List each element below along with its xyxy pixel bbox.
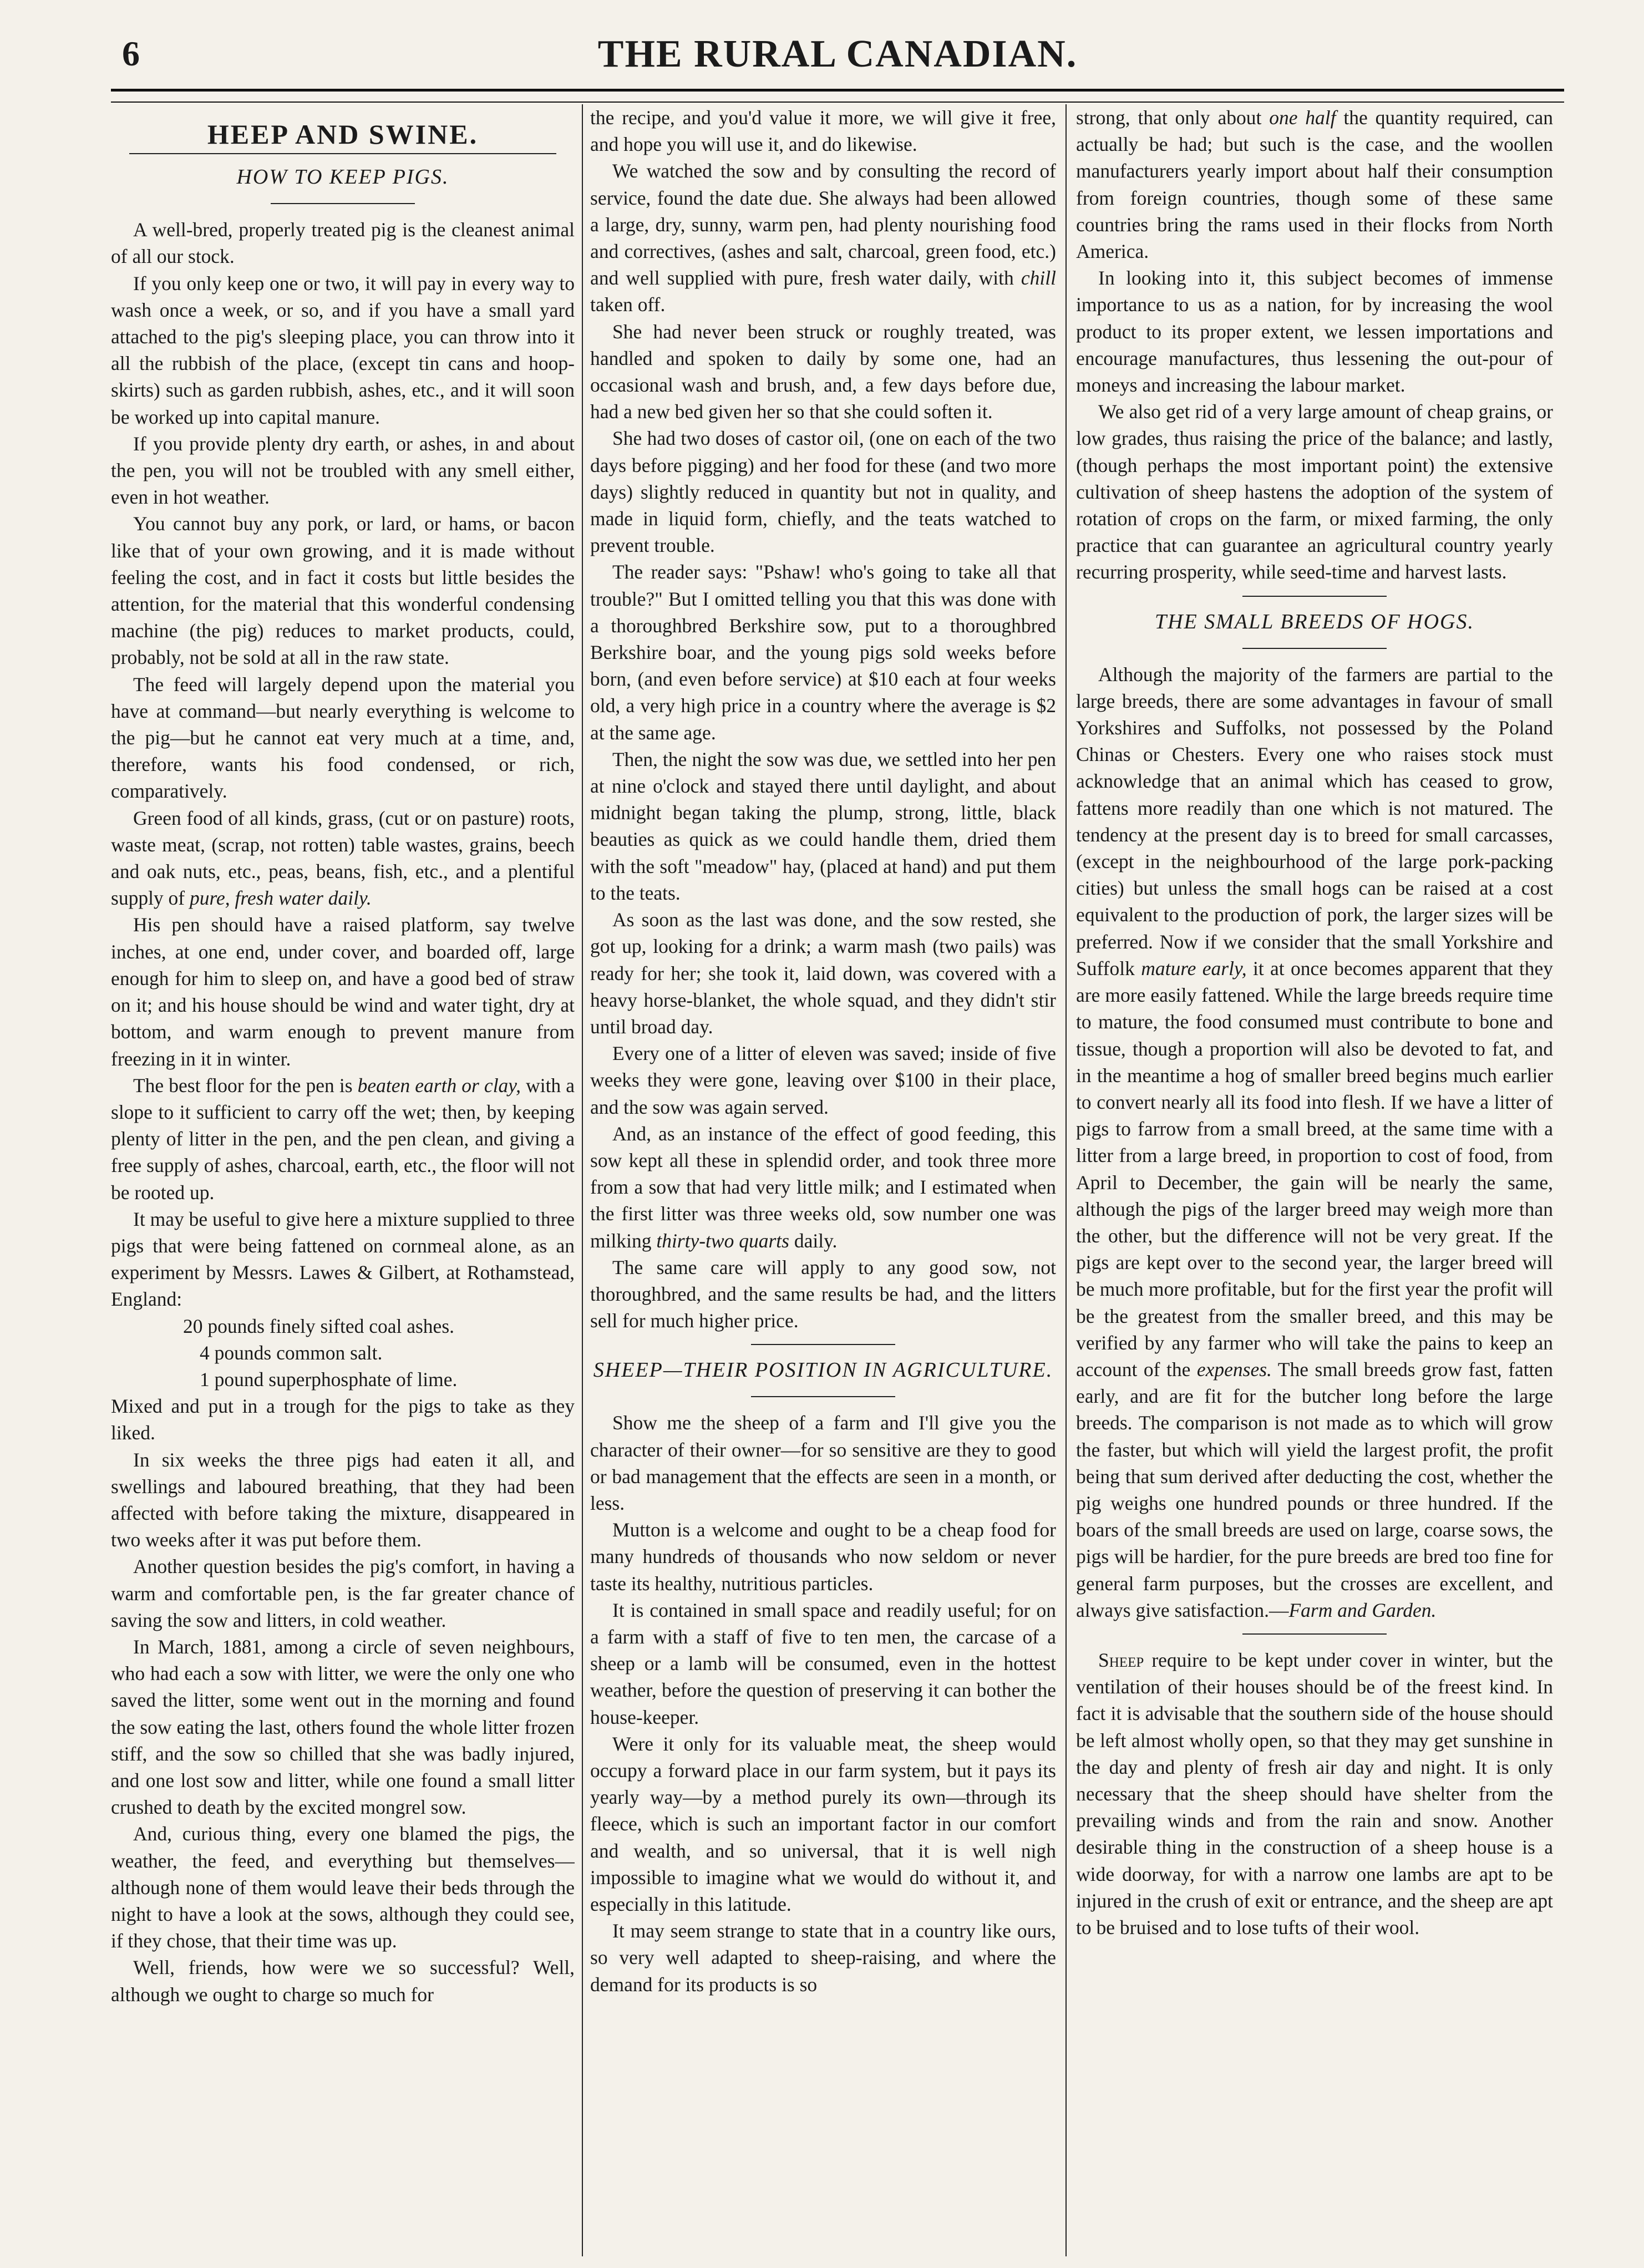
paragraph: Well, friends, how were we so successful? Well, although we ought to charge so much for xyxy=(111,1956,575,2006)
paragraph: Mixed and put in a trough for the pigs to take as they liked. xyxy=(111,1395,575,1444)
recipe-list xyxy=(111,1313,575,1393)
paragraph: If you only keep one or two, it will pay in every way to wash once a week, or so, and if you have a small yard attached to the pig's sleeping place, you can throw into it all the rubbish of the place, (except tin cans and hoop-skirts) such as garden rubbish, ashes, etc., and it will soon be worked up into capital manure. xyxy=(111,272,575,428)
paragraph xyxy=(1076,1647,1553,1941)
paragraph: Then, the night the sow was due, we settled into her pen at nine o'clock and stayed there until daylight, and about midnight began taking the plump, strong, little, black beauties as quick as we could handle them, dried them with the soft "meadow" hay, (placed at hand) and put them to the teats. xyxy=(590,748,1056,904)
text-run: with a slope to it sufficient to carry off the wet; then, by keeping plenty of litter in the pen, and the pen clean, and giving a free supply of ashes, charcoal, earth, etc., the floor will not be rooted up. xyxy=(111,1074,575,1204)
paragraph: You cannot buy any pork, or lard, or hams, or bacon like that of your own growing, and it is made without feeling the cost, and in fact it costs but little besides the attention, for the material that this wonderful condensing machine (the pig) reduces to market products, could, probably, not be sold at all in the raw state. xyxy=(111,513,575,669)
paragraph: Every one of a litter of eleven was saved; inside of five weeks they were gone, leaving over $100 in their place, and the sow was again served. xyxy=(590,1042,1056,1118)
short-rule xyxy=(271,203,415,204)
section-rule xyxy=(129,153,556,154)
paragraph: A well-bred, properly treated pig is the cleanest animal of all our stock. xyxy=(111,219,575,268)
lead-word: Sheep xyxy=(1098,1648,1144,1671)
emphasis: expenses. xyxy=(1196,1358,1272,1381)
paragraph: We also get rid of a very large amount of cheap grains, or low grades, thus raising the price of the balance; and lastly, (though perhaps the most important point) the extensive cultivation of sheep hastens the adoption of the system of rotation of crops on the farm, or mixed farming, the only practice that can guarantee an agricultural country yearly recurring prosperity, while seed-time and harvest lasts. xyxy=(1076,400,1553,584)
paragraph: The reader says: "Pshaw! who's going to take all that trouble?" But I omitted telling you that this was done with a thoroughbred Berkshire sow, put to a thoroughbred Berkshire boar, and the young pigs sold weeks before born, (and even before service) at $10 each at four weeks old, a very high price in a country where the average is $2 at the same age. xyxy=(590,561,1056,744)
paragraph: It may be useful to give here a mixture supplied to three pigs that were being fattened on cornmeal alone, as an experiment by Messrs. Lawes & Gilbert, at Rothamstead, England: xyxy=(111,1207,575,1311)
page-header xyxy=(111,22,1564,83)
paragraph: She had two doses of castor oil, (one on each of the two days before pigging) and her food for these (and two more days) slightly reduced in quantity but not in quality, and made in liquid form, chiefly, and the teats watched to prevent trouble. xyxy=(590,427,1056,557)
paragraph: In looking into it, this subject becomes of immense importance to us as a nation, for by increasing the wool product to its proper extent, we lessen importations and encourage manufactures, thus lessening the out-pour of moneys and increasing the labour market. xyxy=(1076,267,1553,397)
source-credit: Farm and Garden. xyxy=(1288,1599,1437,1621)
emphasis: mature early, xyxy=(1141,957,1247,980)
paragraph: It may seem strange to state that in a country like ours, so very well adapted to sheep-raising, and where the demand for its products is so xyxy=(590,1920,1056,1996)
column-3 xyxy=(1076,104,1553,2256)
emphasis: chill xyxy=(1021,267,1056,290)
text-run: the quantity required, can actually be had; but such is the case, and the woollen manufacturers yearly import about half their consumption from foreign countries, though some of these same countries bring the rams used in their flocks from North America. xyxy=(1076,106,1553,263)
paragraph xyxy=(1076,104,1553,265)
short-rule xyxy=(1242,596,1387,597)
text-run: Although the majority of the farmers are partial to the large breeds, there are some advantages in favour of small Yorkshires and Suffolks, not possessed by the Poland Chinas or Chesters. Every one who raises stock must acknowledge that an animal which has ceased to grow, fattens more readily than one which is not matured. The tendency at the present day is to breed for small carcasses, (except in the neighbourhood of the large pork-packing cities) but unless the small hogs can be raised at a cost equivalent to the production of pork, the larger sizes will be preferred. Now if we consider that the small Yorkshire and Suffolk xyxy=(1076,663,1553,980)
paragraph: Show me the sheep of a farm and I'll give you the character of their owner—for so sensitive are they to good or bad management that the effects are seen in a month, or less. xyxy=(590,1412,1056,1514)
paragraph: It is contained in small space and readily useful; for on a farm with a staff of five to ten men, the carcase of a sheep or a lamb will be consumed, even in the hottest weather, before the question of preserving it can bother the house-keeper. xyxy=(590,1599,1056,1728)
paragraph: Another question besides the pig's comfort, in having a warm and comfortable pen, is the far greater chance of saving the sow and litters, in cold weather. xyxy=(111,1555,575,1631)
article-title-small-breeds: THE SMALL BREEDS OF HOGS. xyxy=(1154,610,1474,633)
article-title-sheep-position: SHEEP—THEIR POSITION IN AGRICULTURE. xyxy=(593,1358,1053,1382)
paragraph: She had never been struck or roughly treated, was handled and spoken to daily by some one, had an occasional wash and brush, and, a few days before due, had a new bed given her so that she could soften it. xyxy=(590,320,1056,423)
paragraph: If you provide plenty dry earth, or ashes, in and about the pen, you will not be troubled with any smell either, even in hot weather. xyxy=(111,432,575,509)
paragraph: In March, 1881, among a circle of seven neighbours, who had each a sow with litter, we were the only one who saved the litter, some went out in the morning and found the sow eating the last, others found the whole litter frozen stiff, and the sow so chilled that she was badly injured, and one lost sow and litter, while one found a small litter crushed to death by the excited mongrel sow. xyxy=(111,1635,575,1819)
paragraph: In six weeks the three pigs had eaten it all, and swellings and laboured breathing, that they had been affected with before taking the mixture, disappeared in two weeks after it was put before them. xyxy=(111,1448,575,1551)
recipe-item: 1 pound superphosphate of lime. xyxy=(200,1368,458,1391)
paragraph: The same care will apply to any good sow, not thoroughbred, and the same results be had, and the litters sell for much higher price. xyxy=(590,1256,1056,1332)
paragraph: And, curious thing, every one blamed the pigs, the weather, the feed, and everything but themselves—although none of them would leave their beds through the night to have a look at the sows, although they could see, if they chose, that their time was up. xyxy=(111,1823,575,1952)
text-run: require to be kept under cover in winter, but the ventilation of their houses should be of the freest kind. In fact it is advisable that the southern side of the house should be left almost wholly open, so that they may get sunshine in the day and plenty of fresh air day and night. It is only necessary that the sheep should have shelter from the prevailing winds and from the rain and snow. Another desirable thing in the construction of a sheep house is a wide doorway, for with a narrow one lambs are apt to be injured in the crush of exit or entrance, and the sheep are apt to be bruised and to lose tufts of their wool. xyxy=(1076,1648,1553,1939)
short-rule xyxy=(1242,1633,1387,1635)
recipe-item: 20 pounds finely sifted coal ashes. xyxy=(183,1315,455,1337)
page-number: 6 xyxy=(122,34,140,73)
text-run: Green food of all kinds, grass, (cut or on pasture) roots, waste meat, (scrap, not rotten) table wastes, grains, beech and oak nuts, etc., peas, beans, fish, etc., and a plentiful supply of xyxy=(111,806,575,910)
column-2 xyxy=(590,104,1056,2256)
recipe-item: 4 pounds common salt. xyxy=(200,1341,383,1364)
emphasis: thirty-two quarts xyxy=(656,1229,789,1252)
text-run: And, as an instance of the effect of good feeding, this sow kept all these in splendid order, and took three more from a sow that had very little milk; and I estimated when the first litter was three weeks old, sow number one was milking xyxy=(590,1122,1056,1252)
text-run: strong, that only about xyxy=(1076,106,1262,129)
emphasis: one half xyxy=(1269,106,1336,129)
paragraph: the recipe, and you'd value it more, we will give it free, and hope you will use it, and do likewise. xyxy=(590,106,1056,156)
paragraph: As soon as the last was done, and the sow rested, she got up, looking for a drink; a warm mash (two pails) was ready for her; she took it, laid down, was covered with a heavy horse-blanket, the whole squad, and they didn't stir until broad day. xyxy=(590,909,1056,1038)
short-rule xyxy=(751,1396,895,1397)
paragraph xyxy=(1076,661,1553,1623)
text-run: daily. xyxy=(794,1229,838,1252)
section-title: HEEP AND SWINE. xyxy=(207,119,479,150)
text-run: The best floor for the pen is xyxy=(133,1074,353,1097)
column-divider-2 xyxy=(1065,104,1067,2256)
paragraph xyxy=(590,1120,1056,1254)
emphasis: beaten earth or clay, xyxy=(357,1074,521,1097)
paragraph: His pen should have a raised platform, say twelve inches, at one end, under cover, and boarded off, large enough for him to sleep on, and have a good bed of straw on it; and his house should be wind and water tight, dry at bottom, and warm enough to prevent manure from freezing in it in winter. xyxy=(111,914,575,1070)
text-run: The small breeds grow fast, fatten early, and are fit for the butcher long before the large breeds. The comparison is not made as to which will grow the faster, but which will yield the largest profit, the profit being that sum derived after deducting the cost, whether the pig weighs one hundred pounds or three hundred. If the boars of the small breeds are used on large, coarse sows, the pigs will be hardier, for the pure breeds are bred too fine for general farm purposes, but the crosses are excellent, and always give satisfaction.— xyxy=(1076,1358,1553,1621)
article-title-keep-pigs: HOW TO KEEP PIGS. xyxy=(236,165,449,189)
emphasis: pure, fresh water daily. xyxy=(190,887,372,910)
masthead-title: THE RURAL CANADIAN. xyxy=(597,33,1078,75)
paragraph: The feed will largely depend upon the material you have at command—but nearly everything is welcome to the pig—but he cannot eat very much at a time, and, therefore, wants his food condensed, or rich, comparatively. xyxy=(111,673,575,803)
text-run: We watched the sow and by consulting the record of service, found the date due. She always had been allowed a large, dry, sunny, warm pen, had plenty nourishing food and correctives, (ashes and salt, charcoal, green food, etc.) and well supplied with pure, fresh water daily, with xyxy=(590,160,1056,290)
column-divider-1 xyxy=(582,104,583,2256)
paragraph xyxy=(111,805,575,912)
short-rule xyxy=(751,1344,895,1345)
text-run: it at once becomes apparent that they are more easily fattened. While the large breeds require time to mature, the food consumed must contribute to bone and tissue, though a proportion will also be devoted to fat, and in the meantime a hog of smaller breed begins much earlier to convert nearly all its food into flesh. If we have a litter of pigs to farrow from a small breed, at the same time with a litter from a large breed, in proportion to cost of food, from April to December, the gain will be nearly the same, although the pigs of the larger breed may weigh more than the other, but the difference will not be very great. If the pigs are kept over to the second year, the larger breed will be much more profitable, but for the first year the profit will be the greatest from the smaller breed, and this may be verified by any farmer who will take the pains to keep an account of the xyxy=(1076,957,1553,1381)
short-rule xyxy=(1242,648,1387,649)
paragraph xyxy=(590,158,1056,318)
paragraph: Were it only for its valuable meat, the sheep would occupy a forward place in our farm system, but it pays its yearly way—by a method purely its own—through its fleece, which is such an important factor in our comfort and wealth, and so universal, that it is well nigh impossible to imagine what we would do without it, and especially in this latitude. xyxy=(590,1732,1056,1915)
header-double-rule xyxy=(111,89,1564,103)
paragraph xyxy=(111,1072,575,1206)
column-1 xyxy=(111,104,575,2256)
text-run: taken off. xyxy=(590,293,666,316)
paragraph: Mutton is a welcome and ought to be a cheap food for many hundreds of thousands who now seldom or never taste its healthy, nutritious particles. xyxy=(590,1519,1056,1595)
